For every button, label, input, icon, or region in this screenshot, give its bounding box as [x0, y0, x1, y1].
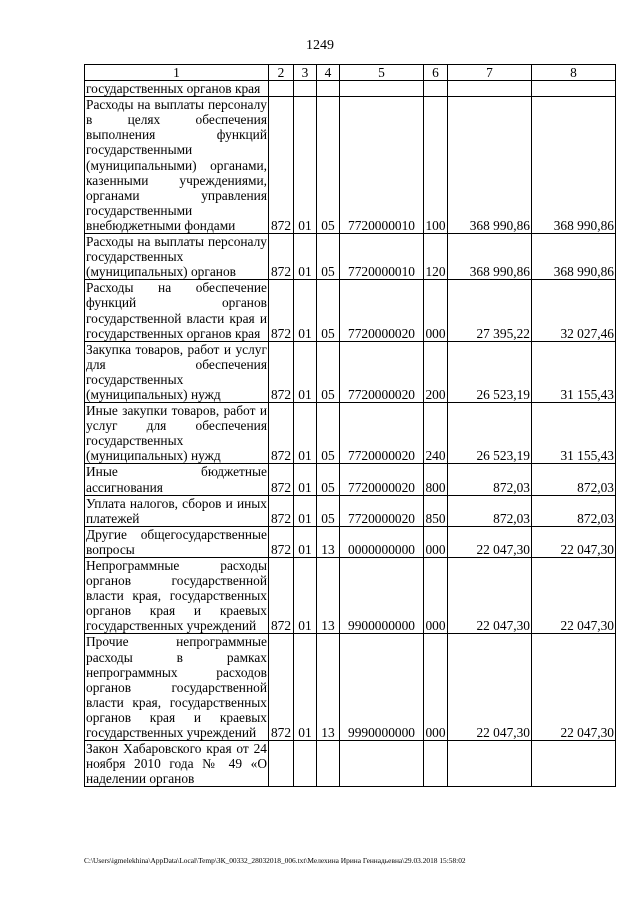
header-cell: 5 [340, 65, 424, 81]
row-amount-year2 [532, 81, 616, 97]
row-amount-year1 [448, 741, 532, 787]
row-admin-code: 872 [269, 558, 294, 634]
row-amount-year2: 22 047,30 [532, 634, 616, 741]
row-expense-type: 120 [424, 234, 448, 280]
row-expense-type: 000 [424, 280, 448, 341]
row-name: Другие общегосударственные вопросы [86, 526, 267, 557]
budget-table [84, 64, 616, 787]
row-amount-year2: 22 047,30 [532, 558, 616, 634]
table-row [85, 234, 616, 280]
row-amount-year1: 27 395,22 [448, 280, 532, 341]
row-expense-type [424, 741, 448, 787]
table-row [85, 526, 616, 557]
row-admin-code: 872 [269, 403, 294, 464]
row-target-article: 7720000020 [340, 464, 424, 495]
row-expense-type [424, 81, 448, 97]
row-amount-year1: 22 047,30 [448, 526, 532, 557]
row-target-article: 7720000020 [340, 495, 424, 526]
row-target-article: 9990000000 [340, 634, 424, 741]
row-subsection: 13 [317, 634, 340, 741]
row-expense-type: 200 [424, 341, 448, 402]
table-row [85, 741, 616, 787]
row-admin-code: 872 [269, 634, 294, 741]
row-name: Иные закупки товаров, работ и услуг для обеспечения государственных (муниципальных) нужд [86, 403, 267, 464]
row-subsection: 13 [317, 558, 340, 634]
header-cell: 3 [294, 65, 317, 81]
row-subsection: 05 [317, 234, 340, 280]
row-admin-code: 872 [269, 280, 294, 341]
row-admin-code: 872 [269, 464, 294, 495]
row-amount-year1: 26 523,19 [448, 341, 532, 402]
page-number: 1249 [306, 38, 334, 53]
row-name: Иные бюджетные ассигнования [86, 464, 267, 495]
header-cell: 6 [424, 65, 448, 81]
table-row [85, 81, 616, 97]
row-subsection: 05 [317, 280, 340, 341]
row-target-article: 9900000000 [340, 558, 424, 634]
row-expense-type: 000 [424, 634, 448, 741]
row-admin-code: 872 [269, 495, 294, 526]
row-section: 01 [294, 97, 317, 234]
row-target-article: 7720000010 [340, 234, 424, 280]
row-subsection: 13 [317, 526, 340, 557]
row-section: 01 [294, 280, 317, 341]
row-target-article [340, 741, 424, 787]
table-row [85, 403, 616, 464]
row-section: 01 [294, 403, 317, 464]
table-row [85, 280, 616, 341]
row-amount-year1: 22 047,30 [448, 558, 532, 634]
row-target-article [340, 81, 424, 97]
row-amount-year1: 872,03 [448, 495, 532, 526]
row-name: Расходы на обеспечение функций органов государственной власти края и государственных органов края [86, 280, 267, 341]
row-subsection: 05 [317, 341, 340, 402]
row-amount-year2: 32 027,46 [532, 280, 616, 341]
row-admin-code: 872 [269, 97, 294, 234]
row-name: Непрограммные расходы органов государственной власти края, государственных органов края и краевых государственных учреждений [86, 558, 267, 634]
table-header-row [85, 65, 616, 81]
row-target-article: 7720000010 [340, 97, 424, 234]
footer-file-path: C:\Users\igmelekhina\AppData\Local\Temp\ЗК_00332_28032018_006.txt\Мелехина Ирина Геннадьевна\29.03.2018 15:58:02 [84, 856, 466, 865]
table-row [85, 341, 616, 402]
row-name: Прочие непрограммные расходы в рамках непрограммных расходов органов государственной власти края, государственных органов края и краевых государственных учреждений [86, 634, 267, 741]
row-amount-year1: 368 990,86 [448, 234, 532, 280]
row-amount-year1: 26 523,19 [448, 403, 532, 464]
row-subsection [317, 741, 340, 787]
table-row [85, 495, 616, 526]
row-admin-code: 872 [269, 341, 294, 402]
row-section [294, 741, 317, 787]
row-amount-year1 [448, 81, 532, 97]
row-amount-year2: 31 155,43 [532, 403, 616, 464]
row-section: 01 [294, 558, 317, 634]
row-amount-year1: 22 047,30 [448, 634, 532, 741]
row-expense-type: 850 [424, 495, 448, 526]
row-expense-type: 000 [424, 558, 448, 634]
row-target-article: 7720000020 [340, 341, 424, 402]
row-name: государственных органов края [85, 81, 269, 97]
row-admin-code [269, 81, 294, 97]
row-target-article: 0000000000 [340, 526, 424, 557]
header-cell: 8 [532, 65, 616, 81]
row-section [294, 81, 317, 97]
row-admin-code [269, 741, 294, 787]
row-target-article: 7720000020 [340, 403, 424, 464]
row-subsection: 05 [317, 97, 340, 234]
row-name: Расходы на выплаты персоналу государственных (муниципальных) органов [86, 234, 267, 280]
row-section: 01 [294, 495, 317, 526]
row-subsection: 05 [317, 464, 340, 495]
row-admin-code: 872 [269, 234, 294, 280]
table-row [85, 97, 616, 234]
table-row [85, 634, 616, 741]
row-amount-year2 [532, 741, 616, 787]
row-admin-code: 872 [269, 526, 294, 557]
row-amount-year2: 31 155,43 [532, 341, 616, 402]
row-subsection: 05 [317, 495, 340, 526]
row-expense-type: 240 [424, 403, 448, 464]
row-name: Закупка товаров, работ и услуг для обеспечения государственных (муниципальных) нужд [86, 341, 267, 402]
row-amount-year2: 368 990,86 [532, 234, 616, 280]
header-cell: 4 [317, 65, 340, 81]
row-section: 01 [294, 234, 317, 280]
row-section: 01 [294, 464, 317, 495]
row-section: 01 [294, 634, 317, 741]
row-target-article: 7720000020 [340, 280, 424, 341]
row-expense-type: 800 [424, 464, 448, 495]
header-cell: 7 [448, 65, 532, 81]
row-section: 01 [294, 341, 317, 402]
row-expense-type: 000 [424, 526, 448, 557]
row-amount-year2: 22 047,30 [532, 526, 616, 557]
row-section: 01 [294, 526, 317, 557]
row-amount-year1: 872,03 [448, 464, 532, 495]
row-amount-year2: 872,03 [532, 464, 616, 495]
row-amount-year1: 368 990,86 [448, 97, 532, 234]
row-subsection: 05 [317, 403, 340, 464]
row-amount-year2: 368 990,86 [532, 97, 616, 234]
header-cell: 1 [85, 65, 269, 81]
row-name: Закон Хабаровского края от 24 ноября 2010 года № 49 «О наделении органов [86, 741, 267, 787]
table-row [85, 464, 616, 495]
row-name: Расходы на выплаты персоналу в целях обеспечения выполнения функций государственными (муниципальными) органами, казенными учреждениями, органами управления государственными внебюджетными фондами [86, 97, 267, 233]
row-amount-year2: 872,03 [532, 495, 616, 526]
row-subsection [317, 81, 340, 97]
row-name: Уплата налогов, сборов и иных платежей [86, 495, 267, 526]
header-cell: 2 [269, 65, 294, 81]
row-expense-type: 100 [424, 97, 448, 234]
table-row [85, 558, 616, 634]
